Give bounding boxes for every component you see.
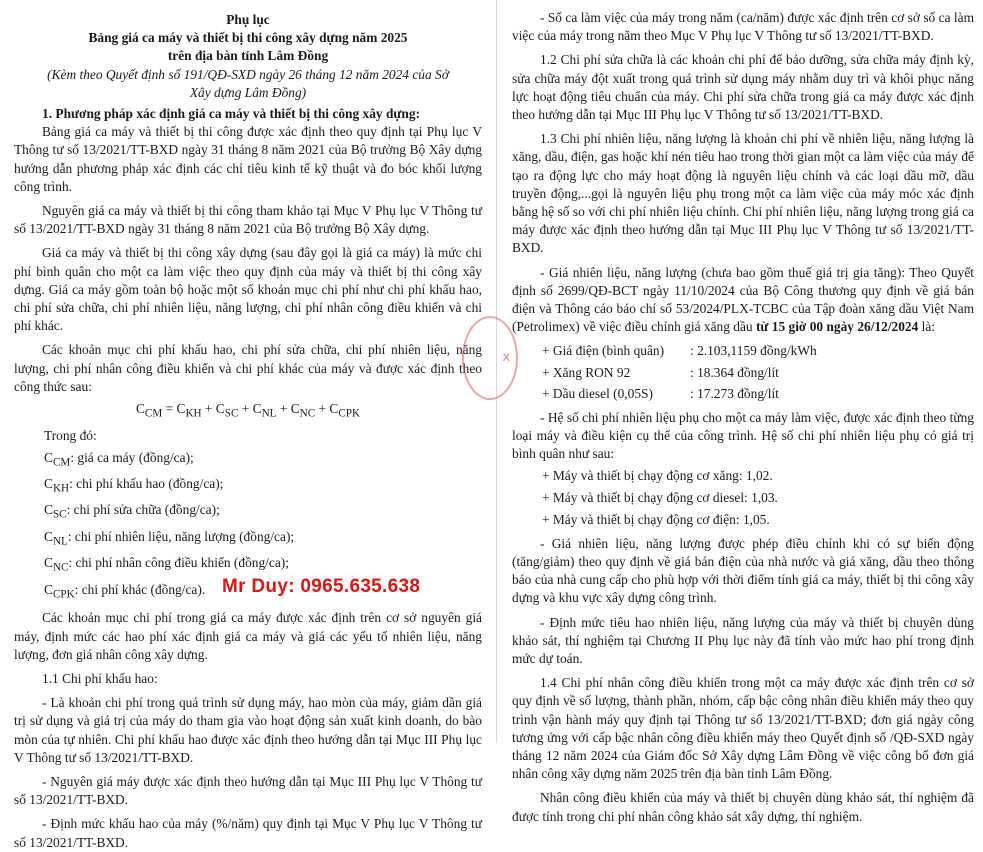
definition-ckh: $C_{KH}$: chi phí khấu hao (đồng/ca); xyxy=(44,476,224,495)
paragraph-4: Các khoản mục chi phí khấu hao, chi phí sửa chữa, chi phí nhiên liệu, năng lượng, chi phí nhân công điều khiển và chi phí khác của máy và được xác định theo công thức sau: xyxy=(14,342,482,394)
price-value: : 17.273 đồng/lít xyxy=(690,385,779,401)
section-1-heading: 1. Phương pháp xác định giá ca máy và thiết bị thi công xây dựng: xyxy=(42,106,421,122)
doc-title-line2: trên địa bàn tỉnh Lâm Đồng xyxy=(167,48,329,64)
definition-csc: $C_{SC}$: chi phí sửa chữa (đồng/ca); xyxy=(44,502,220,522)
doc-title-line1: Bảng giá ca máy và thiết bị thi công xây dựng năm 2025 xyxy=(88,30,408,46)
price-label: + Dầu diesel (0,05S) xyxy=(542,385,653,401)
price-row-diesel xyxy=(512,385,974,403)
left-column xyxy=(14,0,482,852)
price-value: : 2.103,1159 đồng/kWh xyxy=(690,343,817,359)
fuel-price-suffix: là: xyxy=(918,319,936,335)
coef-gasoline: + Máy và thiết bị chạy động cơ xăng: 1,02. xyxy=(542,468,773,484)
right-paragraph-1: - Số ca làm việc của máy trong năm (ca/năm) được xác định trên cơ sở số ca làm việc của máy trong năm theo Mục V Phụ lục V Thông tư số 13/2021/TT-BXD. xyxy=(512,10,974,44)
fuel-price-paragraph xyxy=(512,264,974,337)
definition-ccpk: $C_{CPK}$: chi phí khác (đồng/ca). xyxy=(44,581,206,601)
coef-electric: + Máy và thiết bị chạy động cơ điện: 1,05. xyxy=(542,511,770,527)
red-stamp-fragment xyxy=(462,316,518,400)
aux-fuel-paragraph: - Hệ số chi phí nhiên liệu phụ cho một ca máy làm việc, được xác định theo từng loại máy và điều kiện cụ thể của công trình. Hệ số chi phí nhiên liệu phụ có giá trị bình quân như sau: xyxy=(512,410,974,462)
section-1-4: 1.4 Chi phí nhân công điều khiển trong một ca máy được xác định trên cơ sở quy định về số lượng, thành phần, nhóm, cấp bậc công nhân điều khiển máy theo quy trình vận hành máy quy định tại Thông tư số 13/2021/TT-BXD; đơn giá ngày công tương ứng với cấp bậc nhân công điều khiển máy theo Quyết định số /QĐ-SXD ngày tháng 12 năm 2024 của Giám đốc Sở Xây dựng Lâm Đồng về việc công bố đơn giá nhân công xây dựng năm 2025 trên địa bàn tỉnh Lâm Đồng. xyxy=(512,675,974,782)
doc-subtitle-line2: Xây dựng Lâm Đồng) xyxy=(189,84,307,100)
definition-cnc: $C_{NC}$: chi phí nhân công điều khiển (đồng/ca); xyxy=(44,555,289,574)
where-label: Trong đó: xyxy=(44,427,97,443)
definition-ccm: $C_{CM}$: giá ca máy (đồng/ca); xyxy=(44,449,194,469)
contact-watermark: Mr Duy: 0965.635.638 xyxy=(222,576,421,597)
price-row-ron92 xyxy=(512,364,974,382)
right-paragraph-last: Nhân công điều khiển của máy và thiết bị chuyên dùng khảo sát, thí nghiệm đã được tính trong chi phí nhân công khảo sát xây dựng, thí nghiệm. xyxy=(512,790,974,824)
definition-cnl: $C_{NL}$: chi phí nhiên liệu, năng lượng (đồng/ca); xyxy=(44,528,295,548)
coef-diesel: + Máy và thiết bị chạy động cơ diesel: 1,03. xyxy=(542,489,778,505)
price-row-electricity xyxy=(512,342,974,360)
fuel-price-date: từ 15 giờ 00 ngày 26/12/2024 xyxy=(755,319,919,335)
paragraph-1: Bảng giá ca máy và thiết bị thi công được xác định theo quy định tại Phụ lục V Thông tư số 13/2021/TT-BXD ngày 31 tháng 8 năm 2021 của Bộ trưởng Bộ Xây dựng hướng dẫn phương pháp xác định các chỉ tiêu kinh tế kỹ thuật và đo bóc khối lượng công trình. xyxy=(14,124,482,194)
price-label: + Giá điện (bình quân) xyxy=(542,343,665,359)
appendix-label: Phụ lục xyxy=(226,12,270,27)
paragraph-2: Nguyên giá ca máy và thiết bị thi công tham khảo tại Mục V Phụ lục V Thông tư số 13/2021/TT-BXD ngày 31 tháng 8 năm 2021 của Bộ trưởng Bộ Xây dựng. xyxy=(14,203,482,237)
paragraph-3: Giá ca máy và thiết bị thi công xây dựng (sau đây gọi là giá ca máy) là mức chi phí bình quân cho một ca làm việc theo quy định của máy và thiết bị thi công xây dựng. Giá ca máy gồm toàn bộ hoặc một số khoản mục chi phí như chi phí khấu hao, chi phí sửa chữa, chi phí nhiên liệu, năng lượng, chi phí nhân công điều khiển và chi phí khác. xyxy=(14,245,482,334)
norm-paragraph: - Định mức tiêu hao nhiên liệu, năng lượng của máy và thiết bị chuyên dùng khảo sát, thí nghiệm tại Chương II Phụ lục này đã tính vào mức hao phí trong định mức dự toán. xyxy=(512,614,974,666)
paragraph-7: - Nguyên giá máy được xác định theo hướng dẫn tại Mục III Phụ lục V Thông tư số 13/2021/TT-BXD. xyxy=(14,774,482,808)
paragraph-8: - Định mức khấu hao của máy (%/năm) quy định tại Mục V Phụ lục V Thông tư số 13/2021/TT-BXD. xyxy=(14,816,482,850)
right-column xyxy=(512,0,974,826)
doc-subtitle-line1: (Kèm theo Quyết định số 191/QĐ-SXD ngày 26 tháng 12 năm 2024 của Sở xyxy=(47,66,449,82)
cost-formula: $C_{CM} = C_{KH} + C_{SC} + C_{NL} + C_{NC} + C_{CPK}$ xyxy=(135,401,361,420)
subsection-1-1: 1.1 Chi phí khấu hao: xyxy=(42,671,158,686)
section-1-2: 1.2 Chi phí sửa chữa là các khoản chi phí để bảo dưỡng, sửa chữa máy định kỳ, sửa chữa máy đột xuất trong quá trình sử dụng máy nhằm duy trì và khôi phục năng lực hoạt động tiêu chuẩn của máy. Chi phí sửa chữa trong giá ca máy được xác định theo hướng dẫn tại Mục III Phụ lục V Thông tư số 13/2021/TT-BXD. xyxy=(512,52,974,123)
paragraph-5: Các khoản mục chi phí trong giá ca máy được xác định trên cơ sở nguyên giá máy, định mức các hao phí xác định giá ca máy và giá các yếu tố nhiên liệu, năng lượng, đơn giá nhân công xây dựng. xyxy=(14,610,482,662)
section-1-3: 1.3 Chi phí nhiên liệu, năng lượng là khoản chi phí về nhiên liệu, năng lượng là xăng, dầu, điện, gas hoặc khí nén tiêu hao trong thời gian một ca làm việc của máy để tạo ra động lực cho máy hoạt động là nguyên liệu chính và các loại dầu mỡ, dầu truyền động,...gọi là nguyên liệu phụ trong một ca làm việc của máy móc xác định bằng hệ số so với chi phí nhiên liệu chính. Chi phí nhiên liệu, năng lượng trong giá ca máy được xác định theo hướng dẫn tại Mục III Phụ lục V Thông tư số 13/2021/TT-BXD. xyxy=(512,131,974,256)
adjustment-paragraph: - Giá nhiên liệu, năng lượng được phép điều chỉnh khi có sự biến động (tăng/giảm) theo quy định về giá bán điện của nhà nước và giá xăng, dầu theo thông báo của nhà cung cấp cho phù hợp với thời điểm tính giá ca máy, thiết bị thi công xây dựng và khu vực xây dựng công trình. xyxy=(512,535,974,606)
price-label: + Xăng RON 92 xyxy=(542,364,631,380)
paragraph-6: - Là khoản chi phí trong quá trình sử dụng máy, hao mòn của máy, giảm dần giá trị sử dụng và giá trị của máy do tham gia vào hoạt động sản xuất kinh doanh, do bào mòn của tự nhiên. Chi phí khấu hao được xác định theo hướng dẫn tại Mục III Phụ lục V Thông tư số 13/2021/TT-BXD. xyxy=(14,695,482,765)
fuel-price-text: - Giá nhiên liệu, năng lượng (chưa bao gồm thuế giá trị gia tăng): Theo Quyết định số 2699/QĐ-BCT ngày 11/10/2024 của Bộ Công thương quy định về giá bán điện và Thông cáo báo chí số 53/2024/PLX-TCBC của Tập đoàn xăng dầu Việt Nam (Petrolimex) về việc điều chỉnh giá xăng dầu xyxy=(512,264,974,335)
price-value: : 18.364 đồng/lít xyxy=(690,364,779,380)
stamp-text: X xyxy=(502,352,510,364)
